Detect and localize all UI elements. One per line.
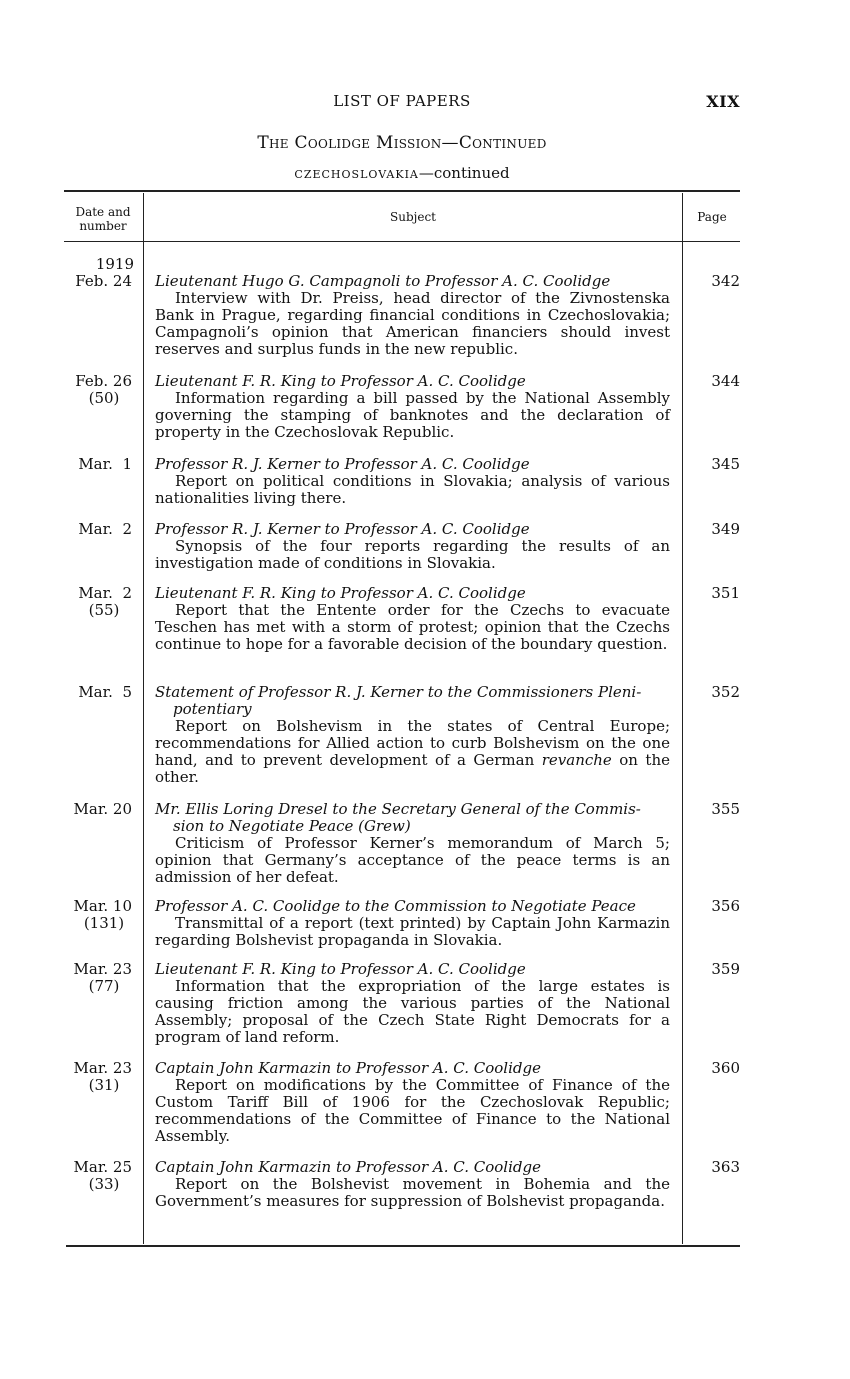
entry-summary: Report on the Bolshevist movement in Bohemia and the Government’s measures for suppression of Bolshevist propaganda. xyxy=(155,1175,670,1210)
column-header-date-line2: number xyxy=(79,219,127,233)
entry-page: 345 xyxy=(711,455,740,473)
entry-date xyxy=(62,1159,132,1193)
entry-date xyxy=(62,684,132,701)
entry-title-block xyxy=(155,521,670,538)
running-title: LIST OF PAPERS xyxy=(333,92,471,110)
subsection-title xyxy=(64,164,740,182)
entry-subject xyxy=(155,1060,670,1145)
entry-title: Professor R. J. Kerner to Professor A. C. Coolidge xyxy=(155,520,530,538)
entry-date-text: Feb. 26 xyxy=(75,372,132,390)
entry-date-text: Mar. 23 xyxy=(73,1059,132,1077)
subsection-rest: —continued xyxy=(418,164,510,182)
entry-date-text: Mar. 5 xyxy=(78,683,132,701)
entry-title-block xyxy=(155,456,670,473)
entry-date xyxy=(62,801,132,818)
entry-summary: Report on political conditions in Slovakia; analysis of various nationalities living there. xyxy=(155,472,670,507)
entry-title-block xyxy=(155,898,670,915)
entry-summary: Information that the expropriation of the large estates is causing friction among the various parties of the National Assembly; proposal of the Czech State Right Democrats for a program of land reform. xyxy=(155,977,670,1046)
section-title: The Coolidge Mission—Continued xyxy=(257,133,547,153)
entry-page: 344 xyxy=(711,372,740,390)
entry-date-text: Mar. 2 xyxy=(78,584,132,602)
entry-title: Captain John Karmazin to Professor A. C. Coolidge xyxy=(155,1059,541,1077)
entry-date-text: Mar. 10 xyxy=(73,897,132,915)
entry-subject xyxy=(155,961,670,1046)
entry-title-block xyxy=(155,961,670,978)
entry-date-text: Mar. 1 xyxy=(78,455,132,473)
entry-page: 359 xyxy=(711,960,740,978)
entry-page: 363 xyxy=(711,1158,740,1176)
entry-title: Lieutenant Hugo G. Campagnoli to Professor A. C. Coolidge xyxy=(155,272,611,290)
entry-title-block xyxy=(155,1060,670,1077)
entry-page: 351 xyxy=(711,584,740,602)
entry-date xyxy=(62,1060,132,1094)
year-label: 1919 xyxy=(95,255,134,273)
entry-date-text: Feb. 24 xyxy=(75,272,132,290)
entry-number: (55) xyxy=(88,601,120,619)
entry-title-block xyxy=(155,373,670,390)
entry-date-text: Mar. 25 xyxy=(73,1158,132,1176)
entry-date xyxy=(62,373,132,407)
entry-title: Mr. Ellis Loring Dresel to the Secretary General of the Commis- xyxy=(155,800,641,818)
column-divider-date xyxy=(143,193,144,1244)
entry-title-block xyxy=(155,684,670,718)
column-header-page: Page xyxy=(697,210,727,224)
entry-date xyxy=(62,521,132,538)
column-header-date xyxy=(64,205,142,233)
entry-date xyxy=(62,961,132,995)
entry-date-text: Mar. 20 xyxy=(73,800,132,818)
table-bottom-rule xyxy=(66,1245,740,1247)
entry-page: 356 xyxy=(711,897,740,915)
entry-page: 360 xyxy=(711,1059,740,1077)
entry-summary: Information regarding a bill passed by the National Assembly governing the stamping of banknotes and the declaration of property in the Czechoslovak Republic. xyxy=(155,389,670,441)
entry-date-text: Mar. 23 xyxy=(73,960,132,978)
entry-subject xyxy=(155,521,670,572)
entry-date xyxy=(62,456,132,473)
entry-title: Lieutenant F. R. King to Professor A. C. Coolidge xyxy=(155,584,526,602)
entry-title-continuation: potentiary xyxy=(173,700,252,718)
entry-title-block xyxy=(155,273,670,290)
column-divider-page xyxy=(682,193,683,1244)
entry-date xyxy=(62,898,132,932)
entry-subject xyxy=(155,898,670,949)
entry-subject xyxy=(155,1159,670,1210)
entry-date xyxy=(62,273,132,290)
entry-summary: Report that the Entente order for the Czechs to evacuate Teschen has met with a storm of protest; opinion that the Czechs continue to hope for a favorable decision of the boundary question. xyxy=(155,601,670,653)
table-top-rule xyxy=(64,190,740,192)
entry-number: (131) xyxy=(83,914,125,932)
entry-number: (33) xyxy=(88,1175,120,1193)
entry-subject xyxy=(155,456,670,507)
entry-subject xyxy=(155,273,670,358)
entry-summary: Criticism of Professor Kerner’s memorandum of March 5; opinion that Germany’s acceptance of the peace terms is an admission of her defeat. xyxy=(155,834,670,886)
entry-summary: Report on modifications by the Committee of Finance of the Custom Tariff Bill of 1906 for the Czechoslovak Republic; recommendations of the Committee of Finance to the National Assembly. xyxy=(155,1076,670,1145)
entry-title-block xyxy=(155,801,670,835)
column-header-date-line1: Date and xyxy=(75,205,131,219)
entry-date xyxy=(62,585,132,619)
entry-title-block xyxy=(155,1159,670,1176)
entry-summary: Transmittal of a report (text printed) by Captain John Karmazin regarding Bolshevist propaganda in Slovakia. xyxy=(155,914,670,949)
entry-title: Professor R. J. Kerner to Professor A. C. Coolidge xyxy=(155,455,530,473)
entry-title: Statement of Professor R. J. Kerner to the Commissioners Pleni- xyxy=(155,683,642,701)
entry-title: Lieutenant F. R. King to Professor A. C. Coolidge xyxy=(155,372,526,390)
entry-summary: Report on Bolshevism in the states of Central Europe; recommendations for Allied action to curb Bolshevism on the one hand, and to prevent development of a German revanche on the other. xyxy=(155,717,670,786)
entry-title-continuation: sion to Negotiate Peace (Grew) xyxy=(173,817,411,835)
entry-title: Professor A. C. Coolidge to the Commission to Negotiate Peace xyxy=(155,897,636,915)
entry-subject xyxy=(155,684,670,786)
entry-subject xyxy=(155,373,670,441)
entry-number: (50) xyxy=(88,389,120,407)
entry-date-text: Mar. 2 xyxy=(78,520,132,538)
page-numeral: XIX xyxy=(706,92,740,111)
running-head xyxy=(64,92,740,112)
entry-subject xyxy=(155,801,670,886)
entry-page: 342 xyxy=(711,272,740,290)
subsection-caps: CZECHOSLOVAKIA xyxy=(294,168,419,181)
entry-page: 355 xyxy=(711,800,740,818)
entry-title-block xyxy=(155,585,670,602)
entry-summary: Interview with Dr. Preiss, head director of the Zivnostenska Bank in Prague, regarding financial conditions in Czechoslovakia; Campagnoli’s opinion that American financiers should invest reserves and surplus funds in the new republic. xyxy=(155,289,670,358)
entry-page: 352 xyxy=(711,683,740,701)
entry-number: (77) xyxy=(88,977,120,995)
entry-number: (31) xyxy=(88,1076,120,1094)
entry-summary: Synopsis of the four reports regarding the results of an investigation made of conditions in Slovakia. xyxy=(155,537,670,572)
table-header-rule xyxy=(64,241,740,242)
entry-subject xyxy=(155,585,670,653)
column-header-subject: Subject xyxy=(390,210,436,224)
entry-page: 349 xyxy=(711,520,740,538)
entry-title: Lieutenant F. R. King to Professor A. C. Coolidge xyxy=(155,960,526,978)
entry-title: Captain John Karmazin to Professor A. C. Coolidge xyxy=(155,1158,541,1176)
